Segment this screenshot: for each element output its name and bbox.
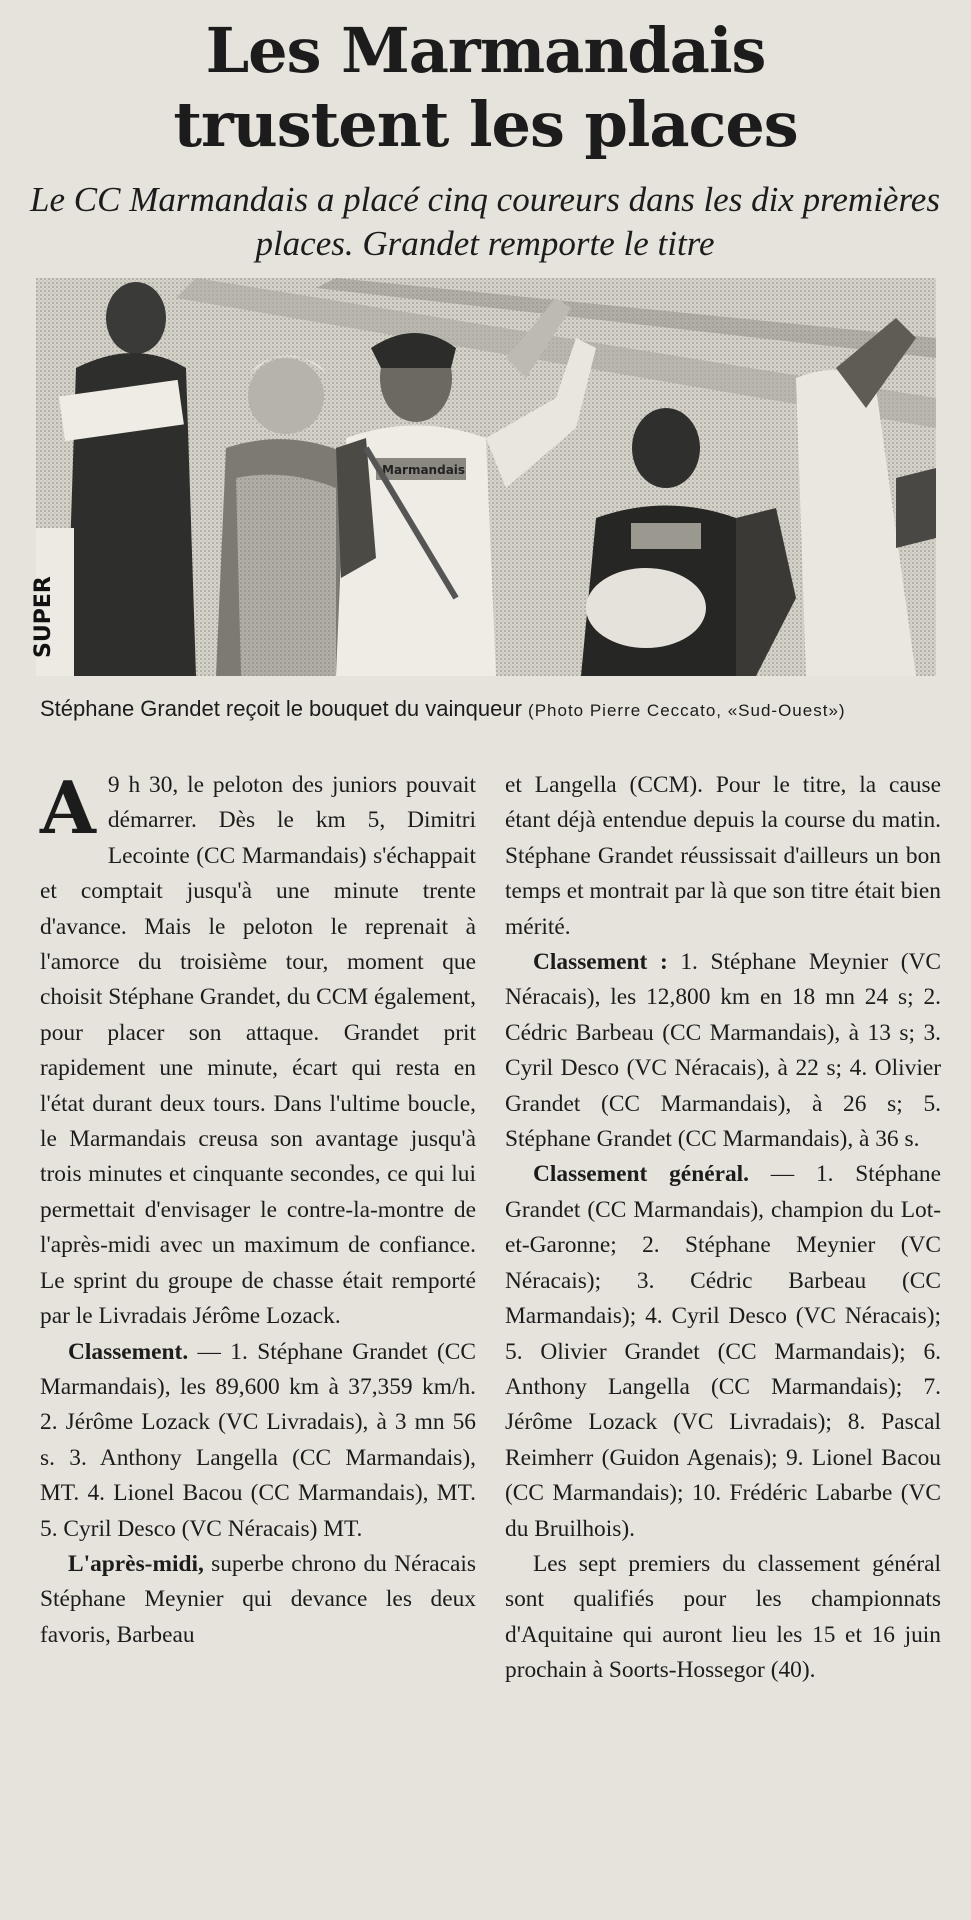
caption-text: Stéphane Grandet reçoit le bouquet du vainqueur <box>40 696 522 721</box>
jersey-text: Marmandais <box>382 463 466 477</box>
classement-lead: Classement. <box>68 1338 189 1365</box>
paragraph-classement-chrono <box>505 945 941 1157</box>
afternoon-lead: L'après-midi, <box>68 1550 204 1577</box>
photo-caption <box>40 692 940 727</box>
column-divider <box>479 770 480 1910</box>
classement-general-text: — 1. Stéphane Grandet (CC Marmandais), champion du Lot-et-Garonne; 2. Stéphane Meynier (VC Néracais); 3. Cédric Barbeau (CC Marmandais); 4. Cyril Desco (VC Néracais); 5. Olivier Grandet (CC Marmandais); 6. Anthony Langella (CC Marmandais); 7. Jérôme Lozack (VC Livradais); 8. Pascal Reimherr (Guidon Agenais); 9. Lionel Bacou (CC Marmandais); 10. Frédéric Labarbe (VC du Bruilhois). <box>505 1161 942 1542</box>
paragraph-afternoon-continued <box>505 768 941 945</box>
paragraph-qualification: Les sept premiers du classement général sont qualifiés pour les championnats d'Aquitaine qui auront lieu les 15 et 16 juin prochain à Soorts-Hossegor (40). <box>505 1550 941 1684</box>
article-column-left <box>40 765 476 1653</box>
classement-chrono-text: 1. Stéphane Meynier (VC Néracais), les 12,800 km en 18 mn 24 s; 2. Cédric Barbeau (CC Marmandais), à 13 s; 3. Cyril Desco (VC Néracais), à 22 s; 4. Olivier Grandet (CC Marmandais), à 26 s; 5. Stéphane Grandet (CC Marmandais), à 36 s. <box>505 949 941 1153</box>
subheadline: Le CC Marmandais a placé cinq coureurs dans les dix premières places. Grandet remporte le titre <box>30 180 940 263</box>
classement-general-lead: Classement général. <box>533 1161 750 1188</box>
banner-text: SUPER <box>31 576 56 658</box>
classement-text: — 1. Stéphane Grandet (CC Marmandais), les 89,600 km à 37,359 km/h. 2. Jérôme Lozack (VC Livradais), à 3 mn 56 s. 3. Anthony Langella (CC Marmandais), MT. 4. Lionel Bacou (CC Marmandais), MT. 5. Cyril Desco (VC Néracais) MT. <box>40 1338 476 1542</box>
photo-credit: (Photo Pierre Ceccato, «Sud-Ouest») <box>528 701 846 720</box>
paragraph-intro <box>40 765 476 1335</box>
afternoon-text-part2: et Langella (CCM). Pour le titre, la cause étant déjà entendue depuis la course du matin. Stéphane Grandet réussissait d'ailleurs un bon temps et montrait par là que son titre était bien mérité. <box>505 772 941 940</box>
headline-line-1: Les Marmandais <box>205 14 766 87</box>
drop-cap: A <box>40 765 96 850</box>
paragraph-classement-general <box>505 1157 941 1546</box>
headline <box>0 14 971 162</box>
photo-illustration <box>31 278 936 676</box>
podium-photo <box>31 278 936 676</box>
headline-line-2: trustent les places <box>173 88 798 161</box>
classement-chrono-lead: Classement : <box>533 949 668 976</box>
afternoon-text-part1: superbe chrono du Néracais Stéphane Meynier qui devance les deux favoris, Barbeau <box>40 1550 476 1648</box>
article-column-right <box>505 768 941 1689</box>
paragraph-classement-morning <box>40 1335 476 1547</box>
paragraph-afternoon <box>40 1547 476 1653</box>
paragraph-intro-text: 9 h 30, le peloton des juniors pouvait démarrer. Dès le km 5, Dimitri Lecointe (CC Marmandais) s'échappait et comptait jusqu'à une minute trente d'avance. Mais le peloton le reprenait à l'amorce du troisième tour, moment que choisit Stéphane Grandet, du CCM également, pour placer son attaque. Grandet prit rapidement une minute, écart qui resta en l'état durant deux tours. Dans l'ultime boucle, le Marmandais creusa son avantage jusqu'à trois minutes et cinquante secondes, ce qui lui permettait d'envisager le contre-la-montre de l'après-midi avec un maximum de confiance. Le sprint du groupe de chasse était remporté par le Livradais Jérôme Lozack. <box>40 772 476 1330</box>
